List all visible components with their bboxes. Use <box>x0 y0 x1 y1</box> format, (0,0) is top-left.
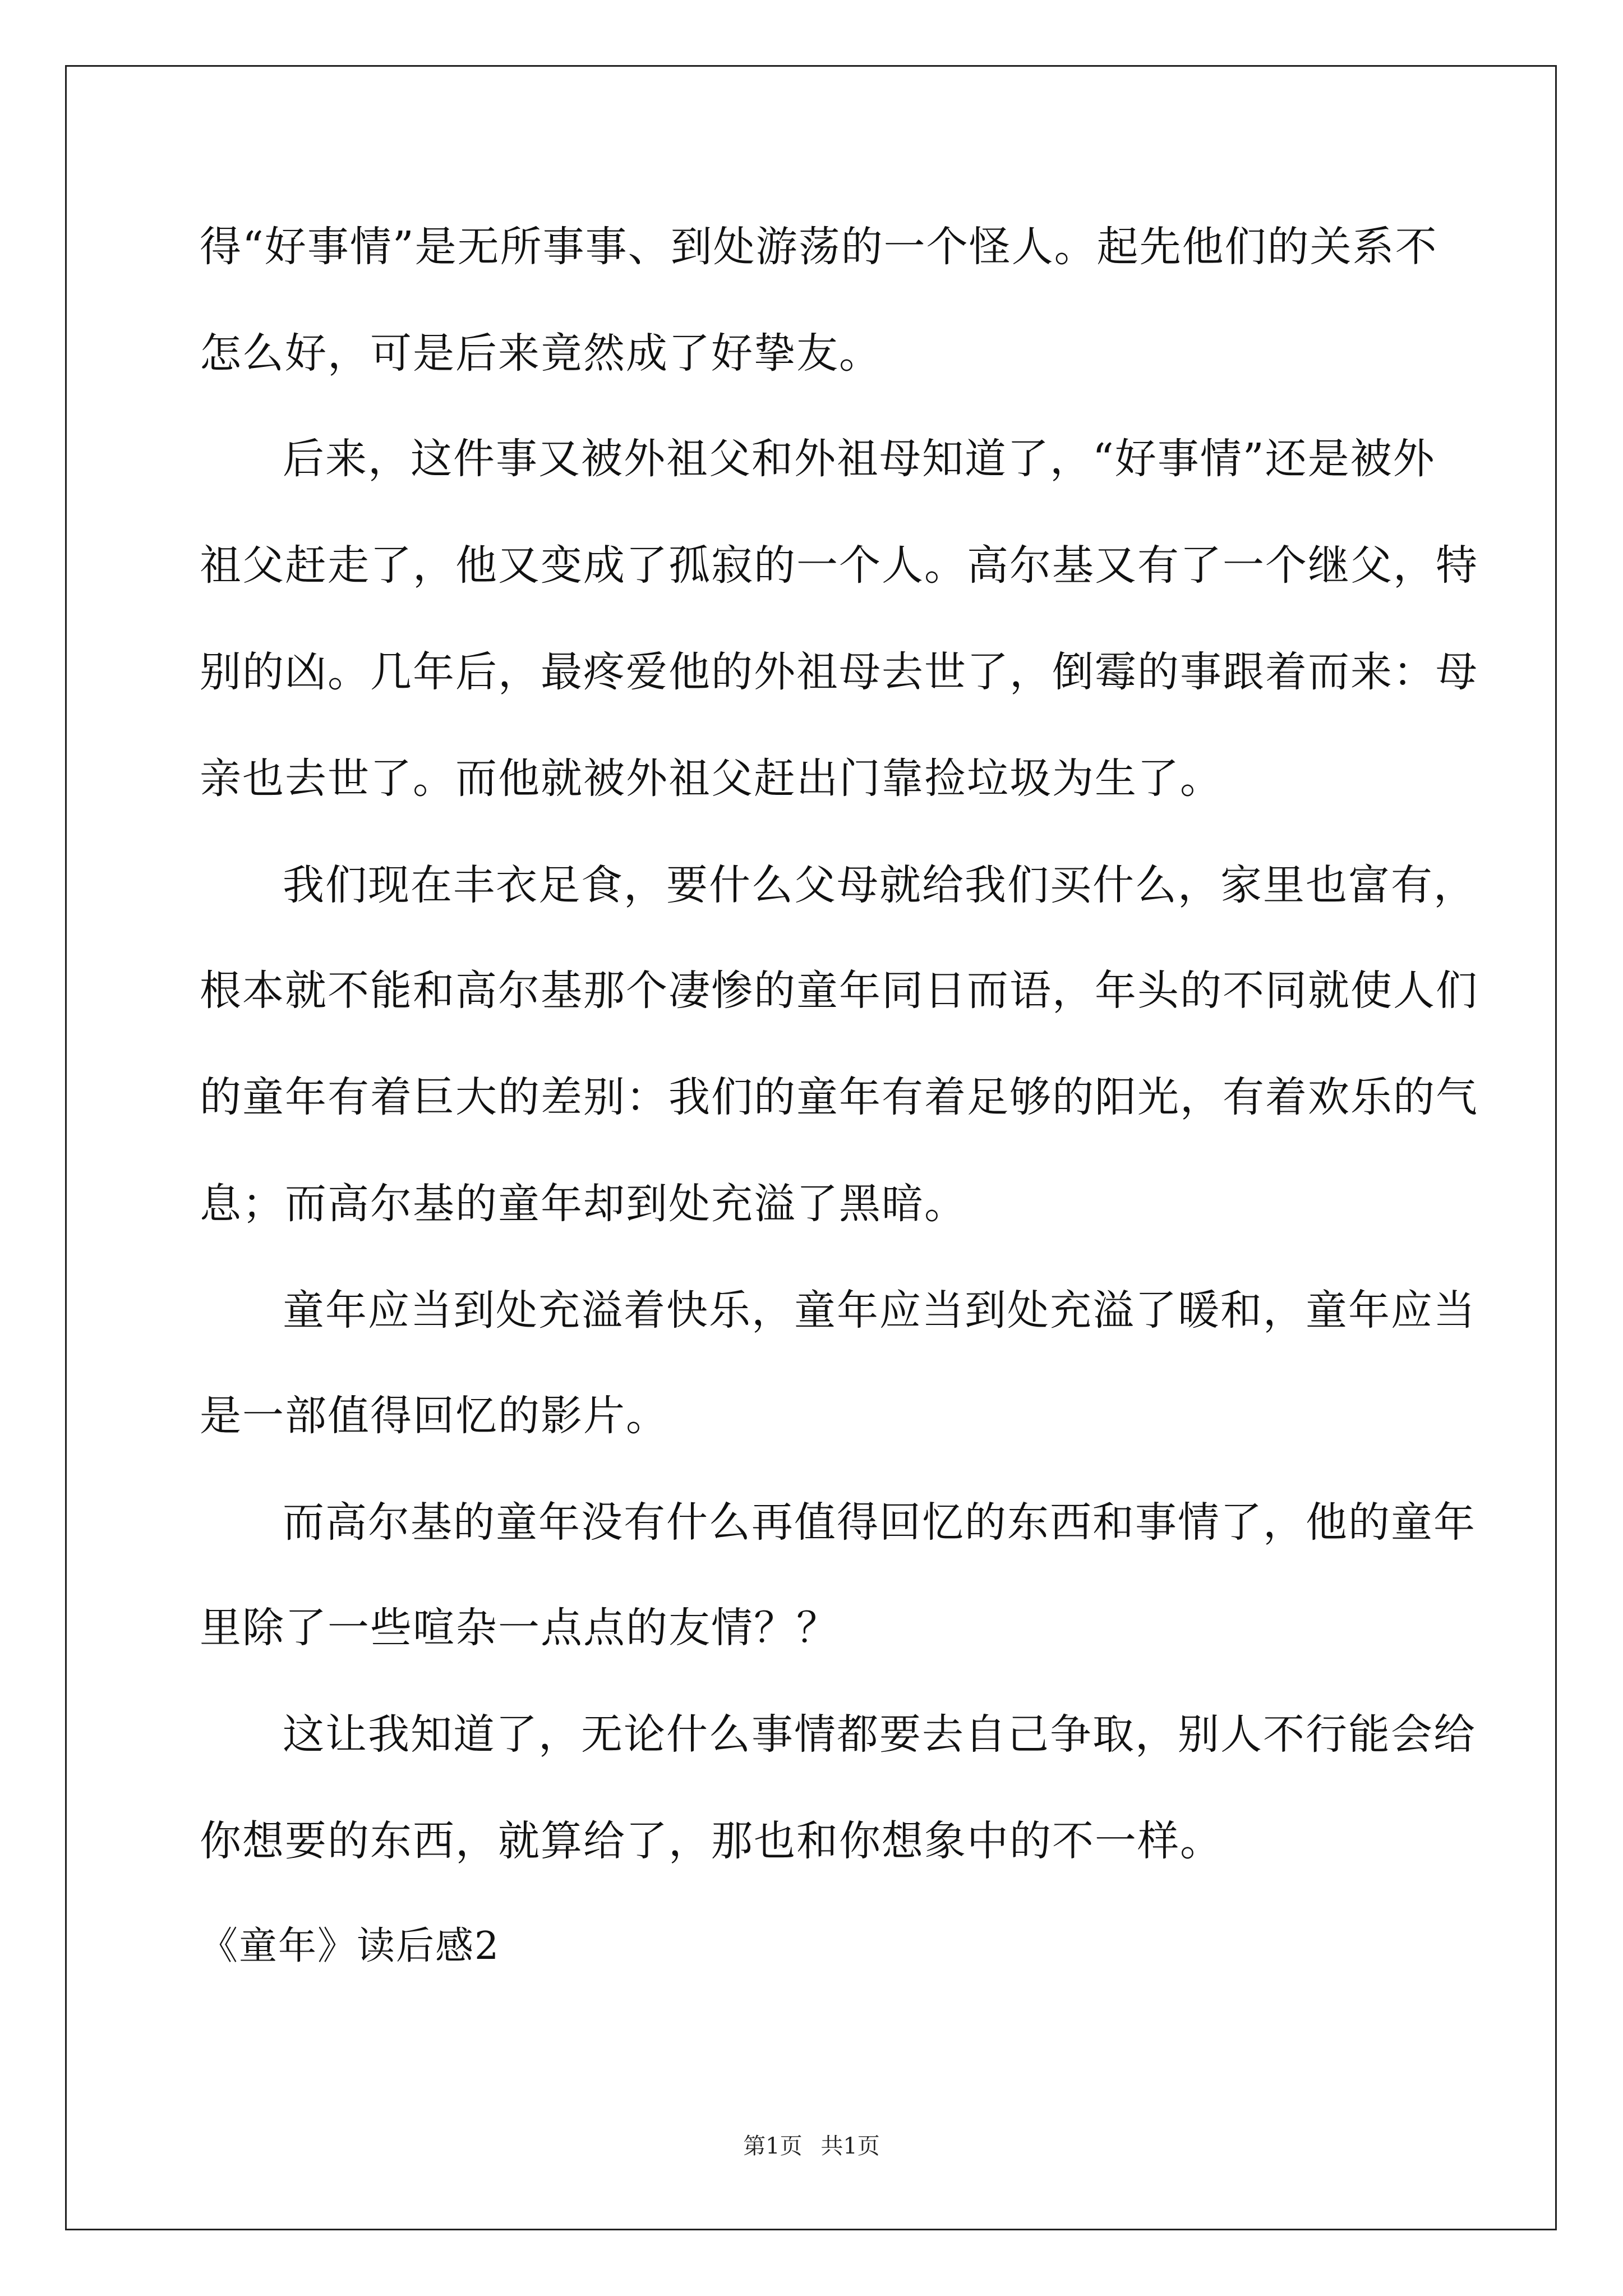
text-line: 亲也去世了。而他就被外祖父赶出门靠捡垃圾为生了。 <box>200 754 1223 803</box>
text-line: 别的凶。几年后，最疼爱他的外祖母去世了，倒霉的事跟着而来：母 <box>200 648 1478 696</box>
text-line: 根本就不能和高尔基那个凄惨的童年同日而语，年头的不同就使人们 <box>200 967 1478 1015</box>
text-line: 童年应当到处充溢着快乐，童年应当到处充溢了暖和，童年应当 <box>283 1286 1476 1335</box>
text-line: 里除了一些喧杂一点点的友情？？ <box>200 1604 839 1652</box>
text-line: 的童年有着巨大的差别：我们的童年有着足够的阳光，有着欢乐的气 <box>200 1073 1478 1121</box>
text-line: 我们现在丰衣足食，要什么父母就给我们买什么，家里也富有， <box>283 861 1476 909</box>
page-total: 共1页 <box>820 2133 880 2159</box>
section-heading: 《童年》读后感2 <box>200 1924 500 1968</box>
text-line: 你想要的东西，就算给了，那也和你想象中的不一样。 <box>200 1817 1223 1865</box>
page-footer <box>0 2129 1623 2163</box>
page-number: 第1页 <box>743 2133 803 2159</box>
text-line: 得“好事情”是无所事事、到处游荡的一个怪人。起先他们的关系不 <box>200 223 1438 271</box>
text-line: 怎么好，可是后来竟然成了好挚友。 <box>200 329 882 378</box>
text-line: 息；而高尔基的童年却到处充溢了黑暗。 <box>200 1180 967 1228</box>
text-line: 后来，这件事又被外祖父和外祖母知道了，“好事情”还是被外 <box>283 435 1436 483</box>
text-line: 是一部值得回忆的影片。 <box>200 1392 668 1440</box>
page-border <box>65 65 1557 2230</box>
text-line: 祖父赶走了，他又变成了孤寂的一个人。高尔基又有了一个继父，特 <box>200 541 1478 590</box>
text-line: 这让我知道了，无论什么事情都要去自己争取，别人不行能会给 <box>283 1710 1476 1759</box>
text-line: 而高尔基的童年没有什么再值得回忆的东西和事情了，他的童年 <box>283 1498 1476 1547</box>
